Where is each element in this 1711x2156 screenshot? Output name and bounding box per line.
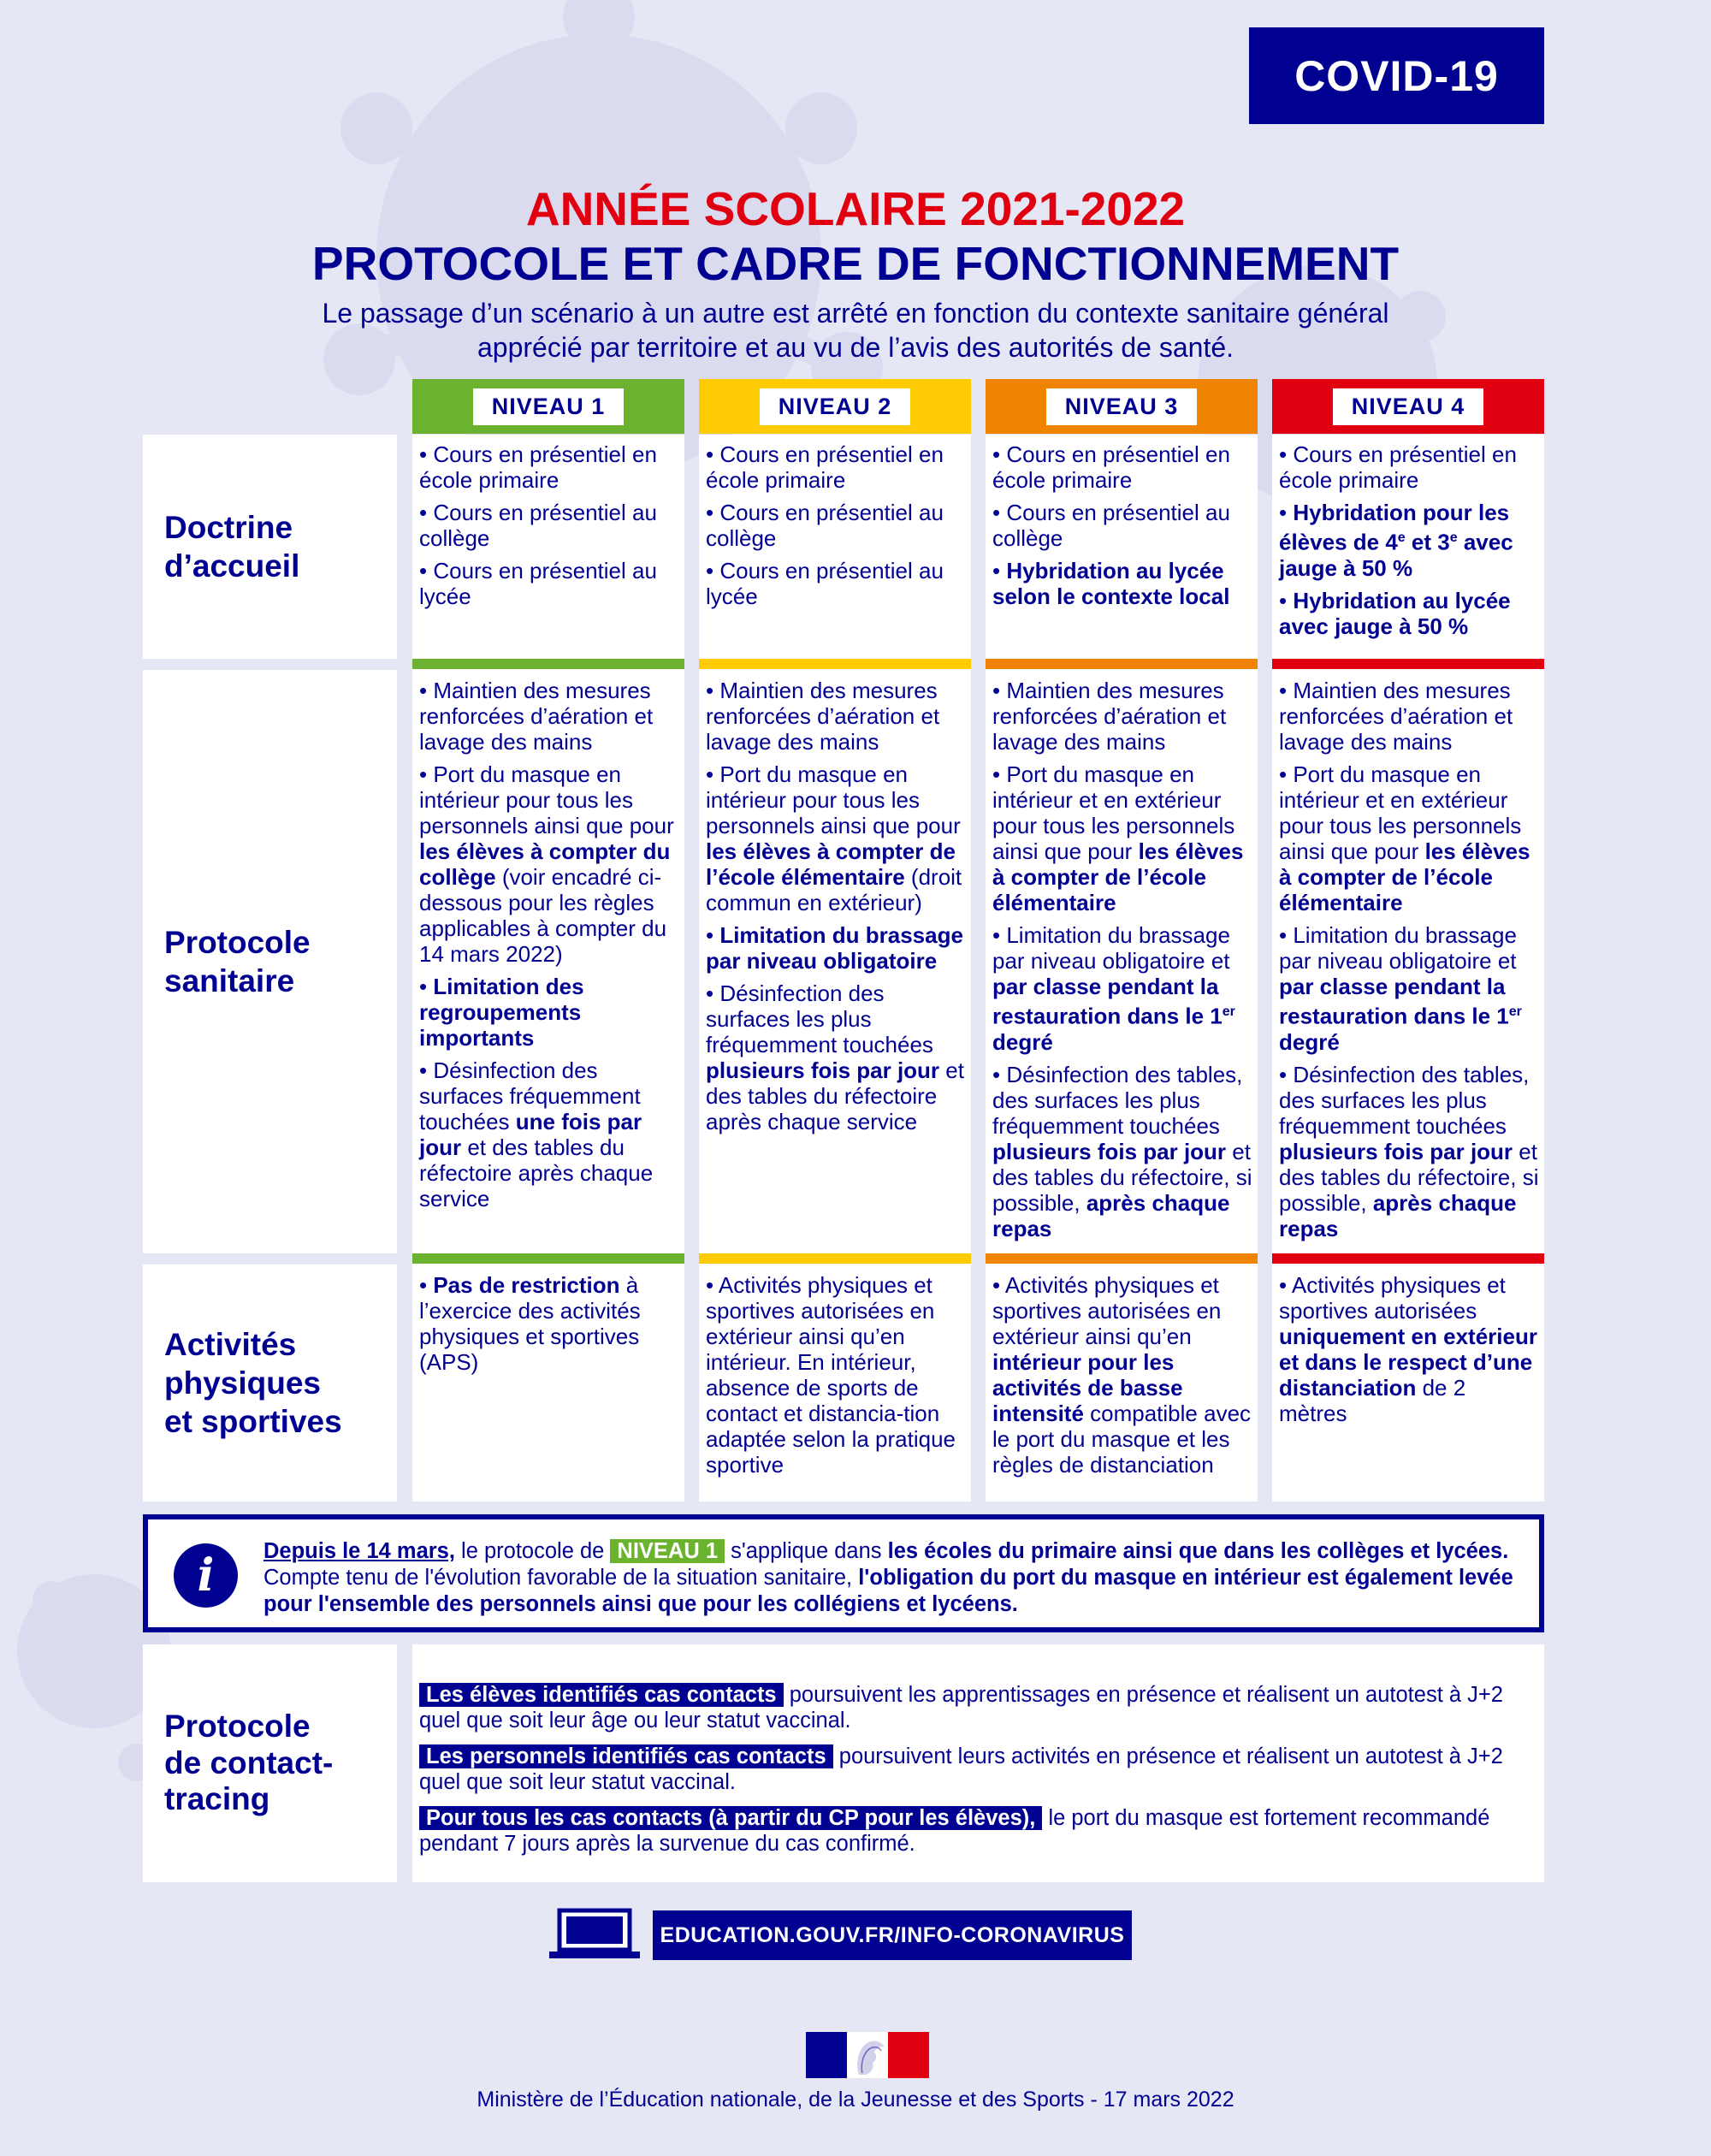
bullet-item: • Cours en présentiel au collège	[706, 500, 944, 551]
info-notice-box	[143, 1514, 1544, 1632]
row-label-protocole	[143, 670, 397, 1253]
republique-francaise-logo	[806, 2032, 929, 2078]
bullet-item: • Cours en présentiel en école primaire	[706, 441, 944, 493]
bullet-item: • Cours en présentiel au collège	[419, 500, 657, 551]
bullet-item: • Cours en présentiel en école primaire	[419, 441, 657, 493]
doctrine-level-4-cell	[1272, 435, 1544, 659]
bullet-item: • Port du masque en intérieur pour tous les personnels ainsi que pour les élèves à compter du collège (voir encadré ci-dessous pour les règles applicables à compter du 14 mars 2022)	[419, 761, 674, 967]
ct-item	[419, 1682, 1536, 1733]
protocole-level-4-cell	[1272, 659, 1544, 1253]
ct-item-tag: Les élèves identifiés cas contacts	[419, 1683, 784, 1707]
info-coronavirus-link[interactable]: EDUCATION.GOUV.FR/INFO-CORONAVIRUS	[653, 1910, 1132, 1960]
subtitle-line-1: Le passage d’un scénario à un autre est arrêté en fonction du contexte sanitaire général	[322, 298, 1389, 329]
info-date: Depuis le 14 mars,	[263, 1539, 455, 1563]
level-3-header	[986, 379, 1258, 434]
bullet-item: • Désinfection des tables, des surfaces les plus fréquemment touchées plusieurs fois par jour et des tables du réfectoire, si possible, après chaque repas	[1279, 1061, 1539, 1241]
bullet-item: • Cours en présentiel en école primaire	[1279, 441, 1517, 493]
bullet-item: • Limitation du brassage par niveau obligatoire et par classe pendant la restauration dans le 1er degré	[992, 922, 1235, 1055]
bullet-item: • Activités physiques et sportives autorisées en extérieur ainsi qu’en intérieur pour les activités de basse intensité compatible avec le port du masque et les règles de distanciation	[992, 1272, 1252, 1478]
doctrine-level-3-cell	[986, 435, 1258, 659]
bullet-item: • Port du masque en intérieur et en extérieur pour tous les personnels ainsi que pour les élèves à compter de l’école élémentaire	[992, 761, 1244, 915]
bullet-item: • Cours en présentiel en école primaire	[992, 441, 1230, 493]
bullet-item: • Désinfection des surfaces fréquemment touchées une fois par jour et des tables du réfectoire après chaque service	[419, 1057, 654, 1211]
ct-label-line-2: de contact-	[164, 1744, 334, 1780]
bullet-item: • Maintien des mesures renforcées d’aération et lavage des mains	[992, 678, 1227, 755]
bullet-item: • Maintien des mesures renforcées d’aération et lavage des mains	[706, 678, 940, 755]
protocole-level-2-cell	[699, 659, 971, 1253]
info-text-3: Compte tenu de l'évolution favorable de la situation sanitaire,	[263, 1566, 859, 1590]
protocole-label-line-1: Protocole	[164, 924, 311, 960]
ct-item	[419, 1744, 1536, 1795]
info-text-1: le protocole de	[454, 1539, 611, 1563]
level-4-header	[1272, 379, 1544, 434]
bullet-item: • Port du masque en intérieur et en extérieur pour tous les personnels ainsi que pour les élèves à compter de l’école élémentaire	[1279, 761, 1530, 915]
doctrine-level-1-cell	[412, 435, 684, 659]
protocole-label-line-2: sanitaire	[164, 963, 295, 998]
row-label-activites	[143, 1265, 397, 1502]
marianne-icon	[847, 2032, 888, 2078]
footer-credit: Ministère de l’Éducation nationale, de la Jeunesse et des Sports - 17 mars 2022	[477, 2088, 1234, 2112]
activites-label-line-3: et sportives	[164, 1404, 342, 1440]
ct-label-line-3: tracing	[164, 1781, 270, 1817]
laptop-icon	[548, 1908, 642, 1961]
level-2-label: NIVEAU 2	[760, 388, 911, 425]
activites-level-1-cell	[412, 1253, 684, 1502]
level-2-header	[699, 379, 971, 434]
bullet-item: • Désinfection des surfaces les plus fréquemment touchées plusieurs fois par jour et des tables du réfectoire après chaque service	[706, 980, 964, 1134]
level-1-label: NIVEAU 1	[473, 388, 625, 425]
bullet-item: • Limitation des regroupements importants	[419, 974, 584, 1051]
bullet-item: • Maintien des mesures renforcées d’aération et lavage des mains	[1279, 678, 1513, 755]
protocole-level-1-cell	[412, 659, 684, 1253]
level-4-label: NIVEAU 4	[1333, 388, 1484, 425]
info-icon: i	[174, 1543, 238, 1608]
bullet-item: • Cours en présentiel au lycée	[419, 558, 657, 609]
ct-item-text: le port du masque est fortement recommandé pendant 7 jours après la survenue du cas confirmé.	[419, 1806, 1490, 1856]
bullet-item: • Activités physiques et sportives autorisées uniquement en extérieur et dans le respect d’une distanciation de 2 mètres	[1279, 1272, 1537, 1426]
activites-label-line-1: Activités	[164, 1326, 297, 1362]
ct-item-text: poursuivent leurs activités en présence et réalisent un autotest à J+2 quel que soit leur statut vaccinal.	[419, 1744, 1503, 1794]
page-title-main: PROTOCOLE ET CADRE DE FONCTIONNEMENT	[311, 237, 1400, 290]
ct-item-text: poursuivent les apprentissages en présence et réalisent un autotest à J+2 quel que soit leur âge ou leur statut vaccinal.	[419, 1683, 1503, 1732]
contact-tracing-cell	[412, 1644, 1544, 1882]
row-label-doctrine	[143, 435, 397, 659]
covid-badge: COVID-19	[1249, 27, 1544, 124]
row-label-contact-tracing	[143, 1644, 397, 1882]
page-title-year: ANNÉE SCOLAIRE 2021-2022	[525, 182, 1186, 235]
bullet-item: • Cours en présentiel au lycée	[706, 558, 944, 609]
info-level-tag: NIVEAU 1	[610, 1539, 725, 1563]
doctrine-label-line-2: d’accueil	[164, 548, 300, 583]
level-1-header	[412, 379, 684, 434]
ct-item-tag: Les personnels identifiés cas contacts	[419, 1744, 833, 1768]
ct-item	[419, 1805, 1536, 1857]
doctrine-level-2-cell	[699, 435, 971, 659]
activites-level-3-cell	[986, 1253, 1258, 1502]
level-3-label: NIVEAU 3	[1046, 388, 1198, 425]
bullet-item: • Désinfection des tables, des surfaces les plus fréquemment touchées plusieurs fois par jour et des tables du réfectoire, si possible, après chaque repas	[992, 1061, 1252, 1241]
activites-label-line-2: physiques	[164, 1365, 321, 1401]
info-bold-1: les écoles du primaire ainsi que dans les collèges et lycées.	[887, 1539, 1509, 1563]
protocole-level-3-cell	[986, 659, 1258, 1253]
info-notice-text	[263, 1538, 1530, 1618]
bullet-item: • Limitation du brassage par niveau obligatoire et par classe pendant la restauration dans le 1er degré	[1279, 922, 1522, 1055]
doctrine-label-line-1: Doctrine	[164, 509, 293, 545]
activites-level-2-cell	[699, 1253, 971, 1502]
bullet-item: • Activités physiques et sportives autorisées en extérieur ainsi qu’en intérieur. En intérieur, absence de sports de contact et distancia-tion adaptée selon la pratique sportive	[706, 1272, 956, 1478]
bullet-item: • Cours en présentiel au collège	[992, 500, 1230, 551]
bullet-item: • Hybridation au lycée selon le contexte local	[992, 558, 1230, 609]
activites-level-4-cell	[1272, 1253, 1544, 1502]
subtitle-line-2: apprécié par territoire et au vu de l’avis des autorités de santé.	[477, 332, 1234, 363]
bullet-item: • Port du masque en intérieur pour tous les personnels ainsi que pour les élèves à compter de l’école élémentaire (droit commun en extérieur)	[706, 761, 962, 915]
bullet-item: • Limitation du brassage par niveau obligatoire	[706, 922, 963, 974]
ct-item-tag: Pour tous les cas contacts (à partir du CP pour les élèves),	[419, 1806, 1042, 1830]
info-text-2: s'applique dans	[725, 1539, 888, 1563]
bullet-item: • Maintien des mesures renforcées d’aération et lavage des mains	[419, 678, 654, 755]
ct-label-line-1: Protocole	[164, 1708, 311, 1744]
bullet-item: • Pas de restriction à l’exercice des activités physiques et sportives (APS)	[419, 1272, 641, 1375]
info-bold-2: l'obligation du port du masque en intérieur est également levée pour l'ensemble des personnels ainsi que pour les collégiens et lycéens.	[263, 1566, 1513, 1616]
bullet-item: • Hybridation pour les élèves de 4e et 3e avec jauge à 50 %	[1279, 500, 1513, 581]
bullet-item: • Hybridation au lycée avec jauge à 50 %	[1279, 587, 1511, 639]
